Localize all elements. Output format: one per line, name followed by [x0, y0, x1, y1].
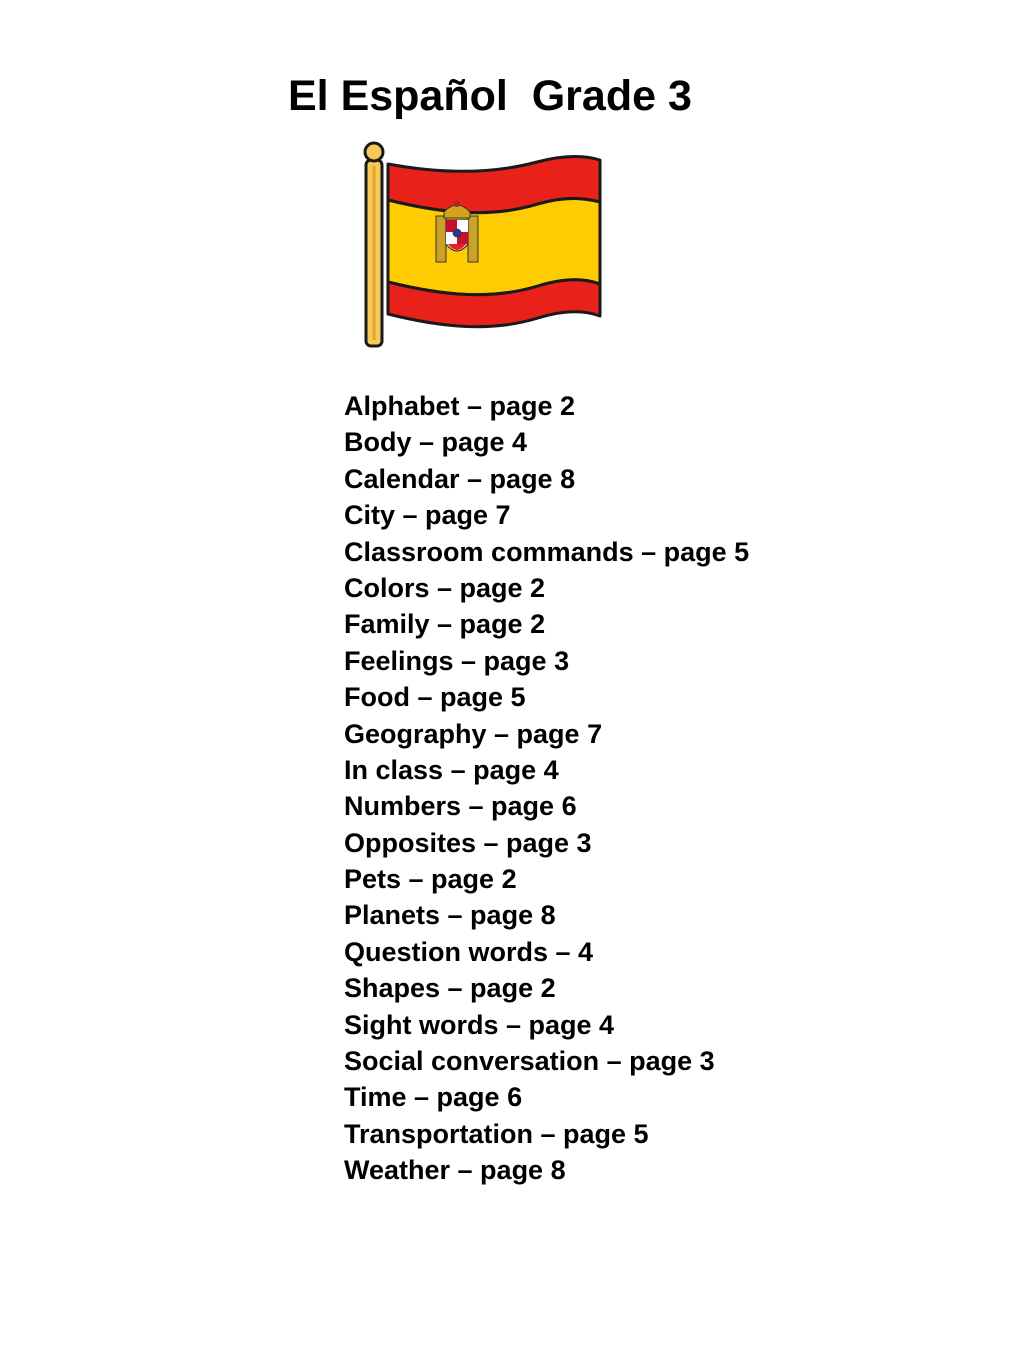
list-item: Question words – 4: [344, 936, 594, 967]
list-item: Colors – page 2: [344, 572, 546, 603]
list-item: Shapes – page 2: [344, 973, 556, 1004]
list-item: Pets – page 2: [344, 864, 517, 895]
list-item: Numbers – page 6: [344, 791, 577, 822]
list-item: Body – page 4: [344, 427, 528, 458]
list-item: In class – page 4: [344, 754, 559, 785]
list-item: Feelings – page 3: [344, 645, 570, 676]
list-item: Sight words – page 4: [344, 1009, 615, 1040]
list-item: Planets – page 8: [344, 900, 556, 931]
list-item: Calendar – page 8: [344, 463, 576, 494]
spain-flag-icon: [352, 138, 612, 350]
list-item: Opposites – page 3: [344, 827, 592, 858]
topic-list: [344, 388, 749, 1189]
list-item: Time – page 6: [344, 1082, 523, 1113]
page-title: El Español Grade 3: [288, 72, 692, 120]
list-item: Alphabet – page 2: [344, 391, 576, 421]
list-item: City – page 7: [344, 500, 511, 531]
list-item: Classroom commands – page 5: [344, 536, 750, 567]
list-item: Geography – page 7: [344, 718, 603, 749]
list-item: Transportation – page 5: [344, 1118, 649, 1149]
list-item: Social conversation – page 3: [344, 1046, 715, 1077]
list-item: Food – page 5: [344, 682, 526, 713]
list-item: Family – page 2: [344, 609, 546, 640]
list-item: Weather – page 8: [344, 1155, 566, 1186]
